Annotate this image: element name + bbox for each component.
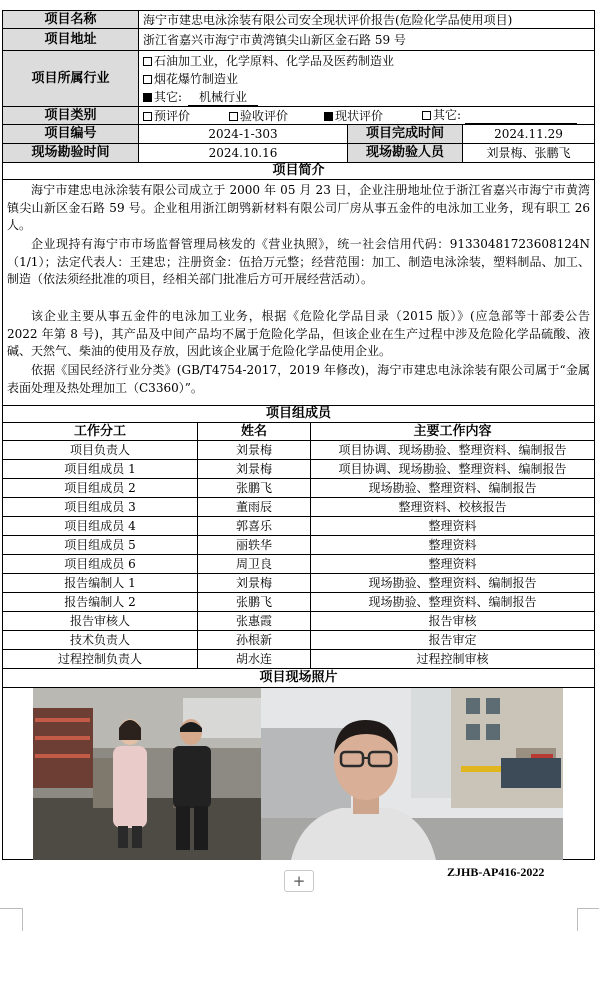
- category-option-acceptance[interactable]: 验收评价: [229, 108, 288, 124]
- row-project-name: [3, 11, 594, 29]
- checkbox-icon[interactable]: [422, 111, 431, 120]
- member-role[interactable]: 报告编制人 2: [64, 595, 136, 609]
- table-row: [3, 555, 594, 574]
- member-role[interactable]: 项目负责人: [69, 443, 130, 457]
- member-name[interactable]: 周卫良: [197, 555, 310, 573]
- intro-body: [3, 180, 594, 406]
- complete-time-label: 项目完成时间: [347, 125, 462, 143]
- table-row: [3, 593, 594, 612]
- member-work[interactable]: 项目协调、现场勘验、整理资料、编制报告: [310, 460, 594, 478]
- column-header-work: 主要工作内容: [310, 423, 594, 440]
- project-number-label: 项目编号: [3, 125, 138, 143]
- member-work[interactable]: 现场勘验、整理资料、编制报告: [310, 574, 594, 592]
- member-role[interactable]: 项目组成员 4: [64, 519, 136, 533]
- checkbox-checked-icon[interactable]: [324, 112, 333, 121]
- member-name[interactable]: 丽轶华: [197, 536, 310, 554]
- table-row: [3, 441, 594, 460]
- member-role[interactable]: 项目组成员 5: [64, 538, 136, 552]
- table-row: [3, 650, 594, 669]
- member-role[interactable]: 项目组成员 3: [64, 500, 136, 514]
- intro-paragraph-2: 企业现持有海宁市市场监督管理局核发的《营业执照》，统一社会信用代码：91330481723608124N（1/1）；法定代表人：王建忠；注册资金：伍拾万元整；经营范围：加工、制造电泳涂装，塑料制品、加工、制造（依法须经批准的项目，经相关部门批准后方可开展经营活动）。: [7, 237, 590, 286]
- photos-title-row: [3, 669, 594, 688]
- category-options: [138, 107, 594, 124]
- member-role[interactable]: 项目组成员 1: [64, 462, 136, 476]
- site-photo-gate-image: [261, 688, 563, 860]
- category-option-pre[interactable]: 预评价: [143, 108, 190, 124]
- site-photo-1[interactable]: [33, 688, 261, 860]
- project-number-value[interactable]: 2024-1-303: [138, 125, 347, 143]
- survey-time-value[interactable]: 2024.10.16: [138, 144, 347, 162]
- table-row: [3, 612, 594, 631]
- member-work[interactable]: 过程控制审核: [310, 650, 594, 668]
- member-name[interactable]: 郭喜乐: [197, 517, 310, 535]
- member-name[interactable]: 张惠霞: [197, 612, 310, 630]
- intro-paragraph-3: 该企业主要从事五金件的电泳加工业务，根据《危险化学品目录（2015 版）》(应急部等十部委公告 2022 年第 8 号)，其产品及中间产品均不属于危险化学品，但该企业在生产过程中涉及危险化学品硫酸、液碱、天然气、柴油的使用及存放，因此该企业属于危险化学品使用企业。: [7, 309, 590, 358]
- intro-title: 项目简介: [272, 163, 325, 178]
- survey-staff-label: 现场勘验人员: [347, 144, 462, 162]
- row-industry: [3, 51, 594, 107]
- member-work[interactable]: 报告审定: [310, 631, 594, 649]
- table-row: [3, 498, 594, 517]
- survey-time-label: 现场勘验时间: [3, 144, 138, 162]
- project-address-label: 项目地址: [3, 29, 138, 50]
- member-work[interactable]: 整理资料: [310, 517, 594, 535]
- member-role[interactable]: 项目组成员 6: [64, 557, 136, 571]
- member-role[interactable]: 报告审核人: [69, 614, 130, 628]
- member-work[interactable]: 现场勘验、整理资料、编制报告: [310, 593, 594, 611]
- checkbox-icon[interactable]: [229, 112, 238, 121]
- table-row: [3, 517, 594, 536]
- checkbox-icon[interactable]: [143, 75, 152, 84]
- table-row: [3, 460, 594, 479]
- member-work[interactable]: 整理资料、校核报告: [310, 498, 594, 516]
- member-role[interactable]: 过程控制负责人: [57, 652, 142, 666]
- table-row: [3, 536, 594, 555]
- member-name[interactable]: 张鹏飞: [197, 479, 310, 497]
- industry-options: [138, 51, 594, 106]
- table-row: [3, 631, 594, 650]
- row-category: [3, 107, 594, 125]
- member-role[interactable]: 技术负责人: [69, 633, 130, 647]
- intro-paragraph-4: 依据《国民经济行业分类》(GB/T4754-2017，2019 年修改)，海宁市建忠电泳涂装有限公司属于“金属表面处理及热处理加工（C3360）”。: [7, 363, 590, 395]
- checkbox-icon[interactable]: [143, 57, 152, 66]
- intro-title-row: [3, 163, 594, 180]
- checkbox-checked-icon[interactable]: [143, 93, 152, 102]
- member-work[interactable]: 现场勘验、整理资料、编制报告: [310, 479, 594, 497]
- photos-title: 项目现场照片: [259, 670, 338, 685]
- add-page-button[interactable]: +: [284, 870, 314, 892]
- member-name[interactable]: 刘景梅: [197, 441, 310, 459]
- member-role[interactable]: 项目组成员 2: [64, 481, 136, 495]
- member-role[interactable]: 报告编制人 1: [64, 576, 136, 590]
- industry-option-2[interactable]: 烟花爆竹制造业: [143, 71, 238, 87]
- row-project-address: [3, 29, 594, 51]
- report-table: [2, 10, 595, 860]
- project-name-value[interactable]: 海宁市建忠电泳涂装有限公司安全现状评价报告(危险化学品使用项目): [138, 11, 594, 28]
- members-title-row: [3, 406, 594, 423]
- member-name[interactable]: 胡水连: [197, 650, 310, 668]
- table-row: [3, 574, 594, 593]
- member-work[interactable]: 项目协调、现场勘验、整理资料、编制报告: [310, 441, 594, 459]
- row-survey: [3, 144, 594, 163]
- industry-other-value[interactable]: 机械行业: [188, 89, 258, 106]
- photos-row: [3, 688, 594, 860]
- category-option-current[interactable]: 现状评价: [324, 108, 383, 124]
- project-address-value[interactable]: 浙江省嘉兴市海宁市黄湾镇尖山新区金石路 59 号: [138, 29, 594, 50]
- members-header-row: [3, 423, 594, 441]
- checkbox-icon[interactable]: [143, 112, 152, 121]
- member-work[interactable]: 报告审核: [310, 612, 594, 630]
- category-option-other[interactable]: 其它:: [422, 107, 577, 124]
- page-corner-mark-left: [0, 908, 23, 931]
- complete-time-value[interactable]: 2024.11.29: [462, 125, 594, 143]
- project-name-label: 项目名称: [3, 11, 138, 28]
- document-code: ZJHB-AP416-2022: [447, 865, 545, 879]
- industry-label: 项目所属行业: [3, 51, 138, 106]
- member-work[interactable]: 整理资料: [310, 536, 594, 554]
- member-name[interactable]: 孙根新: [197, 631, 310, 649]
- category-label: 项目类别: [3, 107, 138, 124]
- member-work[interactable]: 整理资料: [310, 555, 594, 573]
- member-name[interactable]: 刘景梅: [197, 460, 310, 478]
- table-row: [3, 479, 594, 498]
- member-name[interactable]: 董雨辰: [197, 498, 310, 516]
- survey-staff-value[interactable]: 刘景梅、张鹏飞: [462, 144, 594, 162]
- site-photo-warehouse-image: [33, 688, 261, 860]
- member-name[interactable]: 刘景梅: [197, 574, 310, 592]
- intro-paragraph-1: 海宁市建忠电泳涂装有限公司成立于 2000 年 05 月 23 日，企业注册地址位于浙江省嘉兴市海宁市黄湾镇尖山新区金石路 59 号。企业租用浙江朗鸮新材料有限公司厂房从事五金件的电泳加工业务，现有职工 26 人。: [7, 183, 590, 232]
- page-corner-mark-right: [577, 908, 599, 931]
- column-header-role: 工作分工: [73, 423, 126, 439]
- industry-option-other[interactable]: 其它: 机械行业: [143, 89, 258, 106]
- industry-option-1[interactable]: 石油加工业，化学原料、化学品及医药制造业: [143, 53, 394, 69]
- members-title: 项目组成员: [265, 406, 331, 421]
- column-header-name: 姓名: [197, 423, 310, 440]
- member-name[interactable]: 张鹏飞: [197, 593, 310, 611]
- row-project-number: [3, 125, 594, 144]
- site-photo-2[interactable]: [261, 688, 563, 860]
